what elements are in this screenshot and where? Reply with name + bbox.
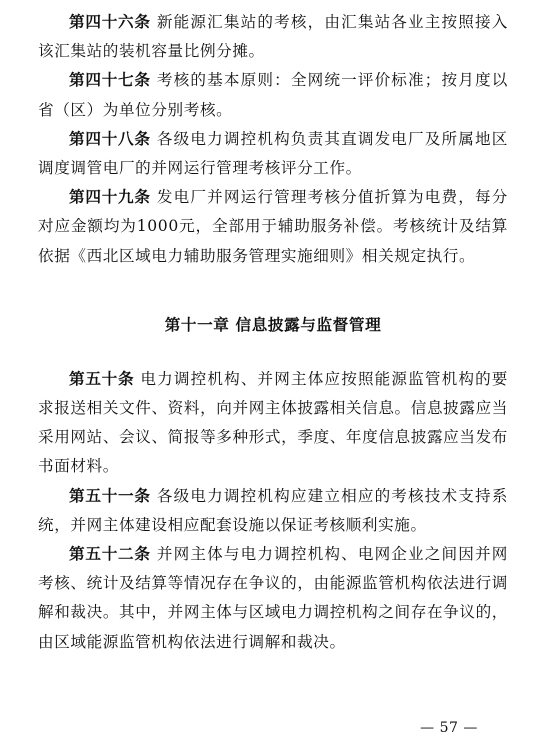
article-46 (38, 8, 508, 66)
article-49 (38, 183, 508, 271)
page-number: — 57 — (420, 720, 478, 736)
article-text: 并网主体与电力调控机构、电网企业之间因并网考核、统计及结算等情况存在争议的，由能源监管机构依法进行调解和裁决。其中，并网主体与区域电力调控机构之间存在争议的，由区域能源监管机构依法进行调解和裁决。 (38, 545, 508, 651)
article-label: 第四十八条 (69, 129, 151, 148)
article-52 (38, 540, 508, 657)
article-text: 新能源汇集站的考核，由汇集站各业主按照接入该汇集站的装机容量比例分摊。 (38, 13, 508, 61)
article-text: 电力调控机构、并网主体应按照能源监管机构的要求报送相关文件、资料，向并网主体披露相关信息。信息披露应当采用网站、会议、简报等多种形式，季度、年度信息披露应当发布书面材料。 (38, 369, 508, 476)
article-label: 第四十六条 (69, 13, 151, 31)
article-text: 各级电力调控机构负责其直调发电厂及所属地区调度调管电厂的并网运行管理考核评分工作。 (38, 129, 508, 178)
article-51 (38, 482, 508, 540)
article-label: 第五十条 (69, 369, 135, 388)
article-48 (38, 125, 508, 183)
article-label: 第五十二条 (69, 545, 151, 564)
article-50 (38, 365, 508, 482)
article-text: 考核的基本原则：全网统一评价标准；按月度以省（区）为单位分别考核。 (38, 71, 508, 119)
article-label: 第五十一条 (69, 486, 151, 505)
chapter-title: 第十一章 信息披露与监督管理 (164, 315, 382, 334)
article-label: 第四十七条 (69, 71, 151, 90)
article-text: 发电厂并网运行管理考核分值折算为电费，每分对应金额均为1000元，全部用于辅助服务补偿。考核统计及结算依据《西北区域电力辅助服务管理实施细则》相关规定执行。 (38, 188, 508, 265)
article-label: 第四十九条 (69, 188, 151, 207)
document-page (38, 8, 508, 657)
article-47 (38, 66, 508, 124)
article-text: 各级电力调控机构应建立相应的考核技术支持系统，并网主体建设相应配套设施以保证考核顺利实施。 (38, 486, 508, 534)
